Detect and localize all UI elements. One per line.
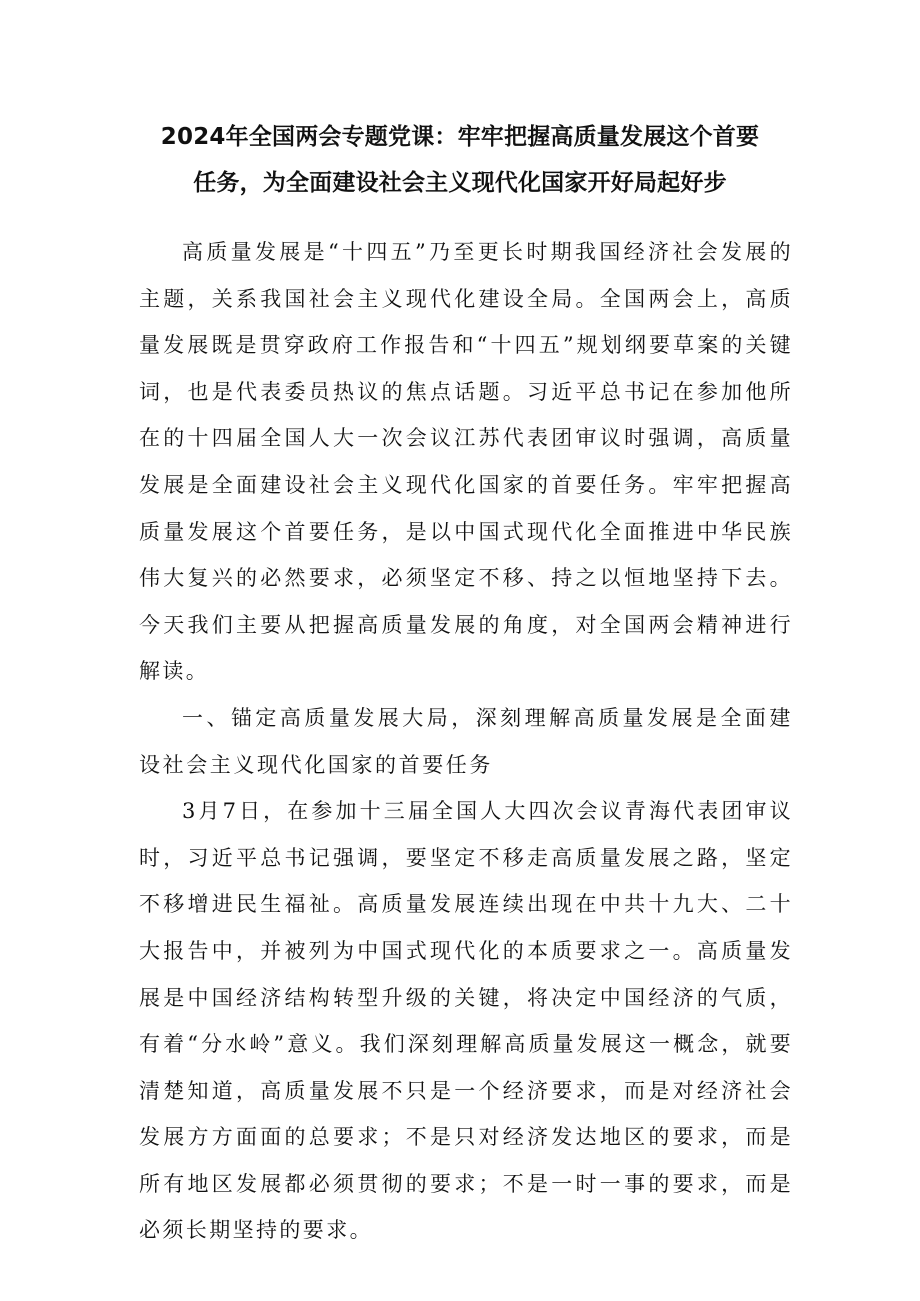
- document-body: [139, 229, 793, 1254]
- document-title: [100, 114, 820, 206]
- intro-paragraph: 高质量发展是“十四五”乃至更长时期我国经济社会发展的主题，关系我国社会主义现代化建设全局。全国两会上，高质量发展既是贯穿政府工作报告和“十四五”规划纲要草案的关键词，也是代表委员热议的焦点话题。习近平总书记在参加他所在的十四届全国人大一次会议江苏代表团审议时强调，高质量发展是全面建设社会主义现代化国家的首要任务。牢牢把握高质量发展这个首要任务，是以中国式现代化全面推进中华民族伟大复兴的必然要求，必须坚定不移、持之以恒地坚持下去。今天我们主要从把握高质量发展的角度，对全国两会精神进行解读。: [139, 240, 793, 684]
- section-heading-1: 一、锚定高质量发展大局，深刻理解高质量发展是全面建设社会主义现代化国家的首要任务: [139, 705, 793, 777]
- title-line-1: 2024年全国两会专题党课：牢牢把握高质量发展这个首要: [160, 124, 760, 150]
- section-paragraph-1: 3月7日，在参加十三届全国人大四次会议青海代表团审议时，习近平总书记强调，要坚定不移走高质量发展之路，坚定不移增进民生福祉。高质量发展连续出现在中共十九大、二十大报告中，并被列为中国式现代化的本质要求之一。高质量发展是中国经济结构转型升级的关键，将决定中国经济的气质，有着“分水岭”意义。我们深刻理解高质量发展这一概念，就要清楚知道，高质量发展不只是一个经济要求，而是对经济社会发展方方面面的总要求；不是只对经济发达地区的要求，而是所有地区发展都必须贯彻的要求；不是一时一事的要求，而是必须长期坚持的要求。: [139, 799, 793, 1243]
- title-line-2: 任务，为全面建设社会主义现代化国家开好局起好步: [193, 170, 727, 196]
